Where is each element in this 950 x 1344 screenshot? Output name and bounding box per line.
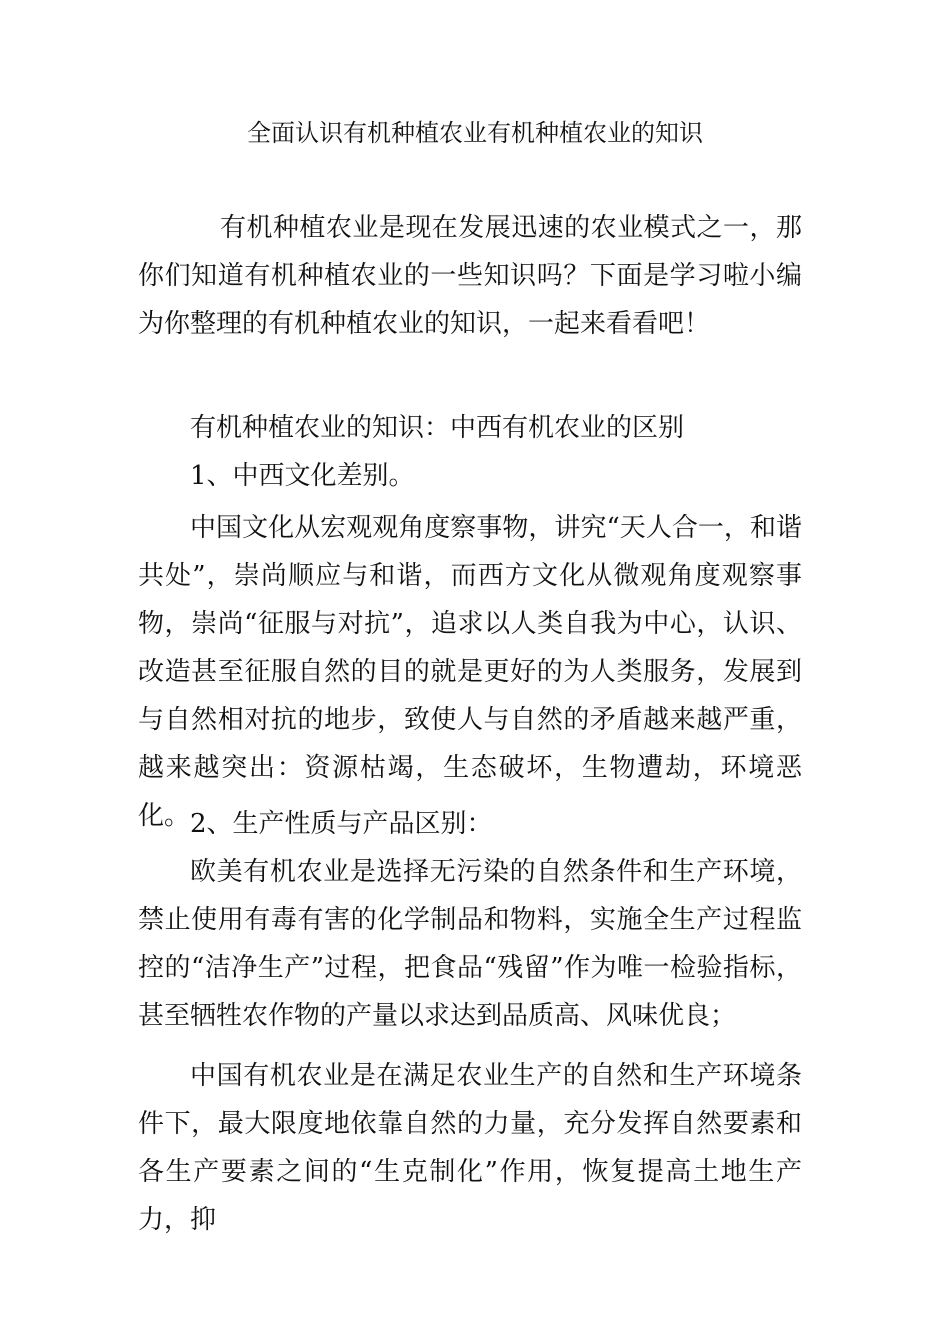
intro-paragraph: 有机种植农业是现在发展迅速的农业模式之一，那你们知道有机种植农业的一些知识吗？下面是学习啦小编为你整理的有机种植农业的知识，一起来看看吧！ bbox=[138, 213, 802, 339]
list-item-2: 2、生产性质与产品区别： bbox=[190, 809, 493, 839]
section-heading: 有机种植农业的知识：中西有机农业的区别 bbox=[190, 413, 685, 443]
body-paragraph-chinese: 中国有机农业是在满足农业生产的自然和生产环境条件下，最大限度地依靠自然的力量，充分发挥自然要素和各生产要素之间的“生克制化”作用，恢复提高土地生产力，抑 bbox=[138, 1061, 802, 1235]
list-item-1: 1、中西文化差别。 bbox=[190, 461, 415, 491]
body-paragraph-western: 欧美有机农业是选择无污染的自然条件和生产环境，禁止使用有毒有害的化学制品和物料，实施全生产过程监控的“洁净生产”过程，把食品“残留”作为唯一检验指标，甚至牺牲农作物的产量以求达到品质高、风味优良； bbox=[138, 857, 802, 1031]
document-title: 全面认识有机种植农业有机种植农业的知识 bbox=[247, 119, 703, 147]
body-paragraph-culture: 中国文化从宏观观角度察事物，讲究“天人合一，和谐共处”，崇尚顺应与和谐，而西方文化从微观角度观察事物，崇尚“征服与对抗”，追求以人类自我为中心，认识、改造甚至征服自然的目的就是更好的为人类服务，发展到与自然相对抗的地步，致使人与自然的矛盾越来越严重，越来越突出：资源枯竭，生态破坏，生物遭劫，环境恶化。 bbox=[138, 513, 802, 831]
